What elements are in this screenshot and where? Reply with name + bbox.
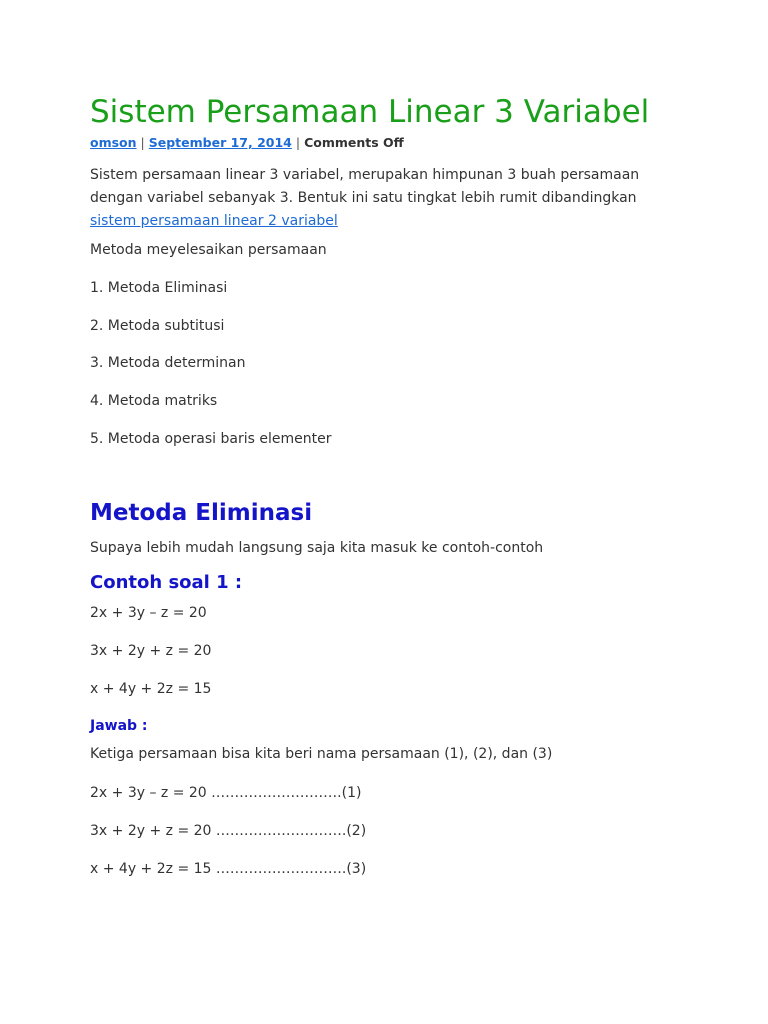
intro-link[interactable]: sistem persamaan linear 2 variabel <box>90 213 338 229</box>
page-title: Sistem Persamaan Linear 3 Variabel <box>90 94 650 130</box>
numbered-equation: x + 4y + 2z = 15 ……………………….(3) <box>90 861 367 877</box>
meta-separator: | <box>140 135 145 150</box>
post-meta <box>90 134 404 152</box>
section-intro: Supaya lebih mudah langsung saja kita masuk ke contoh-contoh <box>90 540 544 556</box>
method-item: 3. Metoda determinan <box>90 355 246 371</box>
equation: 2x + 3y – z = 20 <box>90 605 207 621</box>
comments-status: Comments Off <box>304 135 404 150</box>
equation: x + 4y + 2z = 15 <box>90 681 212 697</box>
intro-text: Sistem persamaan linear 3 variabel, merupakan himpunan 3 buah persamaan dengan variabel sebanyak 3. Bentuk ini satu tingkat lebih rumit dibandingkan <box>90 167 640 206</box>
method-item: 2. Metoda subtitusi <box>90 318 225 334</box>
example-heading: Contoh soal 1 : <box>90 572 243 593</box>
method-item: 1. Metoda Eliminasi <box>90 280 228 296</box>
meta-separator: | <box>295 135 301 150</box>
method-item: 5. Metoda operasi baris elementer <box>90 431 332 447</box>
author-link[interactable]: omson <box>90 135 137 150</box>
numbered-equation: 2x + 3y – z = 20 ……………………….(1) <box>90 785 362 801</box>
intro-paragraph <box>90 164 670 233</box>
answer-label: Jawab : <box>90 718 148 734</box>
methods-intro: Metoda meyelesaikan persamaan <box>90 242 327 258</box>
section-heading: Metoda Eliminasi <box>90 500 313 526</box>
numbered-equation: 3x + 2y + z = 20 ……………………….(2) <box>90 823 367 839</box>
method-item: 4. Metoda matriks <box>90 393 218 409</box>
answer-intro: Ketiga persamaan bisa kita beri nama persamaan (1), (2), dan (3) <box>90 746 553 762</box>
date-link[interactable]: September 17, 2014 <box>148 135 292 150</box>
equation: 3x + 2y + z = 20 <box>90 643 212 659</box>
